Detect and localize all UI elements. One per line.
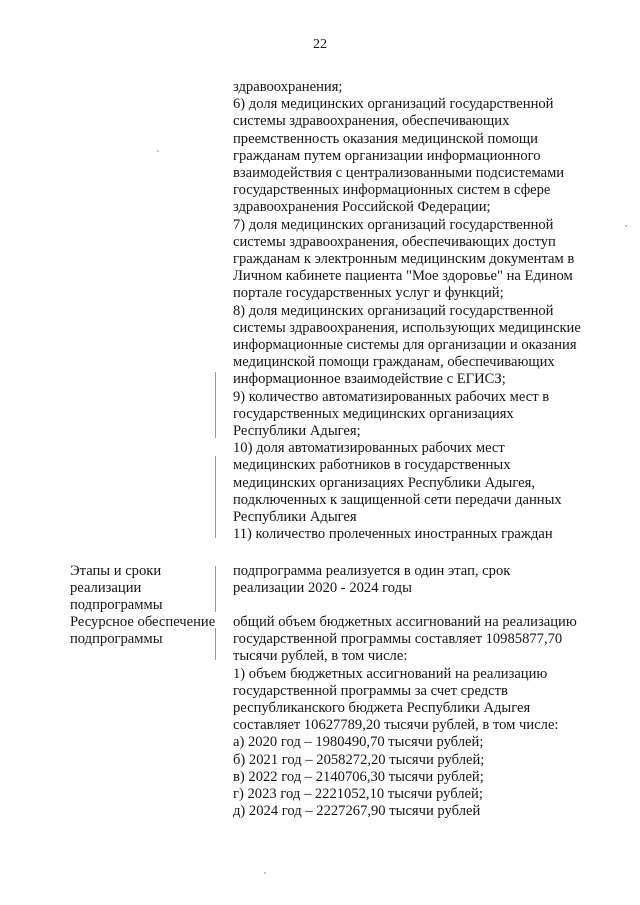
value-line: б) 2021 год – 2058272,20 тысячи рублей; — [233, 751, 485, 768]
value-line: составляет 10627789,20 тысячи рублей, в том числе: — [233, 717, 559, 734]
column-border-trace — [215, 566, 216, 612]
indicator-line: информационные системы для организации и оказания — [233, 337, 577, 354]
indicator-line: медицинских работников в государственных — [233, 457, 511, 474]
indicator-line: медицинских организациях Республики Адыгея, — [233, 474, 535, 491]
scan-speck — [264, 872, 266, 874]
value-line: республиканского бюджета Республики Адыгея — [233, 700, 531, 717]
stages-label — [70, 563, 230, 615]
label-line: подпрограммы — [70, 597, 163, 614]
column-border-trace — [215, 456, 216, 538]
value-line: подпрограмма реализуется в один этап, срок — [233, 563, 511, 579]
column-border-trace — [215, 372, 216, 438]
indicator-line: 10) доля автоматизированных рабочих мест — [233, 440, 505, 457]
value-line: в) 2022 год – 2140706,30 тысячи рублей; — [233, 768, 484, 785]
label-line: подпрограммы — [70, 631, 163, 648]
indicator-line: гражданам путем организации информационного — [233, 147, 541, 164]
scan-speck — [157, 150, 159, 152]
indicator-line: медицинской помощи гражданам, обеспечивающих — [233, 354, 555, 371]
indicator-line: здравоохранения; — [233, 79, 343, 95]
indicator-line: системы здравоохранения, обеспечивающих доступ — [233, 233, 556, 250]
value-line: а) 2020 год – 1980490,70 тысячи рублей; — [233, 734, 484, 751]
value-line: д) 2024 год – 2227267,90 тысячи рублей — [233, 803, 481, 820]
indicator-line: преемственность оказания медицинской помощи — [233, 130, 538, 147]
indicator-line: здравоохранения Российской Федерации; — [233, 199, 491, 216]
value-line: 1) объем бюджетных ассигнований на реализацию — [233, 665, 548, 682]
indicator-line: информационное взаимодействие с ЕГИСЗ; — [233, 371, 506, 388]
indicator-line: гражданам к электронным медицинским документам в — [233, 251, 575, 268]
value-line: тысячи рублей, в том числе: — [233, 648, 408, 665]
label-line: реализации — [70, 580, 142, 597]
funding-label — [70, 614, 230, 648]
indicator-line: государственных медицинских организациях — [233, 405, 514, 422]
indicator-line: 6) доля медицинских организаций государственной — [233, 96, 554, 113]
indicator-line: подключенных к защищенной сети передачи данных — [233, 491, 562, 508]
label-line: Ресурсное обеспечение — [70, 614, 216, 630]
column-border-trace — [215, 628, 216, 660]
indicator-line: 8) доля медицинских организаций государственной — [233, 302, 554, 319]
funding-value — [233, 614, 618, 820]
indicator-line: Республики Адыгея — [233, 509, 357, 526]
indicator-line: системы здравоохранения, использующих медицинские — [233, 319, 581, 336]
indicator-line: Личном кабинете пациента "Мое здоровье" на Едином — [233, 268, 573, 285]
value-line: реализации 2020 - 2024 годы — [233, 580, 412, 597]
indicator-line: 9) количество автоматизированных рабочих мест в — [233, 388, 550, 405]
value-line: общий объем бюджетных ассигнований на реализацию — [233, 614, 577, 630]
page-number: 22 — [313, 37, 327, 52]
value-line: г) 2023 год – 2221052,10 тысячи рублей; — [233, 786, 483, 803]
value-line: государственной программы составляет 10985877,70 — [233, 631, 563, 648]
indicator-line: взаимодействия с централизованными подсистемами — [233, 165, 565, 182]
indicator-line: системы здравоохранения, обеспечивающих — [233, 113, 510, 130]
stages-value — [233, 563, 618, 597]
indicator-line: 11) количество пролеченных иностранных граждан — [233, 526, 553, 543]
indicator-line: портале государственных услуг и функций; — [233, 285, 504, 302]
indicator-line: государственных информационных систем в сфере — [233, 182, 551, 199]
indicator-line: Республики Адыгея; — [233, 423, 361, 440]
scan-speck — [625, 225, 627, 227]
indicator-line: 7) доля медицинских организаций государственной — [233, 216, 554, 233]
target-indicators-list — [233, 79, 618, 543]
label-line: Этапы и сроки — [70, 563, 162, 579]
value-line: государственной программы за счет средств — [233, 682, 508, 699]
